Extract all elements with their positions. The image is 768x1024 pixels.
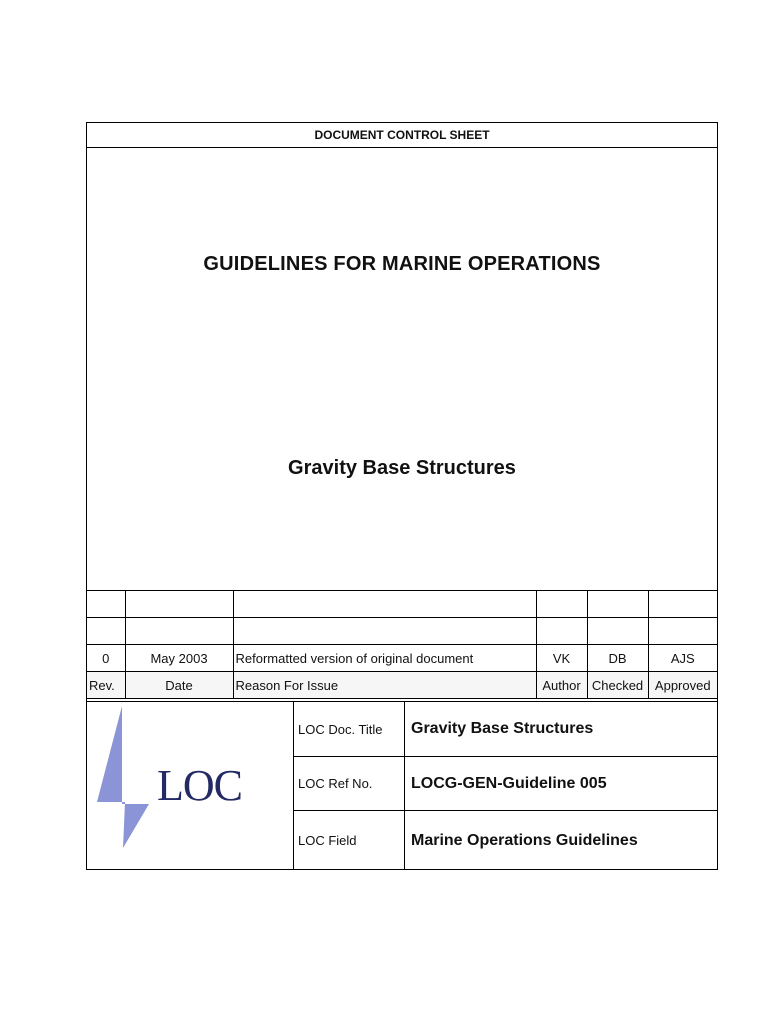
revision-table xyxy=(87,590,717,699)
loc-logo xyxy=(87,702,294,870)
checked-label: Checked xyxy=(587,672,648,699)
rev-cell xyxy=(87,591,125,618)
approved-cell xyxy=(648,618,717,645)
author-label: Author xyxy=(536,672,587,699)
author-cell xyxy=(536,618,587,645)
revision-row xyxy=(87,591,717,618)
rev-cell: 0 xyxy=(87,645,125,672)
loc-field-label: LOC Field xyxy=(294,811,405,870)
revision-row xyxy=(87,618,717,645)
ref-no-label: LOC Ref No. xyxy=(294,757,405,810)
doc-title-value: Gravity Base Structures xyxy=(411,720,594,737)
sheet-header: DOCUMENT CONTROL SHEET xyxy=(87,123,717,148)
doc-title-field xyxy=(294,702,717,757)
doc-title-label: LOC Doc. Title xyxy=(294,702,405,756)
loc-field-field xyxy=(294,811,717,870)
ref-no-field xyxy=(294,757,717,811)
reason-cell xyxy=(233,618,536,645)
reason-cell: Reformatted version of original document xyxy=(233,645,536,672)
revision-row xyxy=(87,645,717,672)
approved-cell xyxy=(648,591,717,618)
document-main-title: GUIDELINES FOR MARINE OPERATIONS xyxy=(203,253,601,275)
approved-label: Approved xyxy=(648,672,717,699)
reason-cell xyxy=(233,591,536,618)
date-cell: May 2003 xyxy=(125,645,233,672)
approved-cell: AJS xyxy=(648,645,717,672)
checked-cell xyxy=(587,618,648,645)
revision-label-row xyxy=(87,672,717,699)
reason-label: Reason For Issue xyxy=(233,672,536,699)
date-label: Date xyxy=(125,672,233,699)
author-cell: VK xyxy=(536,645,587,672)
logo-text: LOC xyxy=(157,761,242,810)
checked-cell xyxy=(587,591,648,618)
document-control-sheet xyxy=(86,122,718,870)
loc-field-value: Marine Operations Guidelines xyxy=(411,831,638,849)
date-cell xyxy=(125,618,233,645)
rev-label: Rev. xyxy=(87,672,125,699)
rev-cell xyxy=(87,618,125,645)
document-info-block xyxy=(87,701,717,870)
date-cell xyxy=(125,591,233,618)
ref-no-value: LOCG-GEN-Guideline 005 xyxy=(411,774,607,792)
checked-cell: DB xyxy=(587,645,648,672)
author-cell xyxy=(536,591,587,618)
document-subtitle: Gravity Base Structures xyxy=(288,457,516,479)
